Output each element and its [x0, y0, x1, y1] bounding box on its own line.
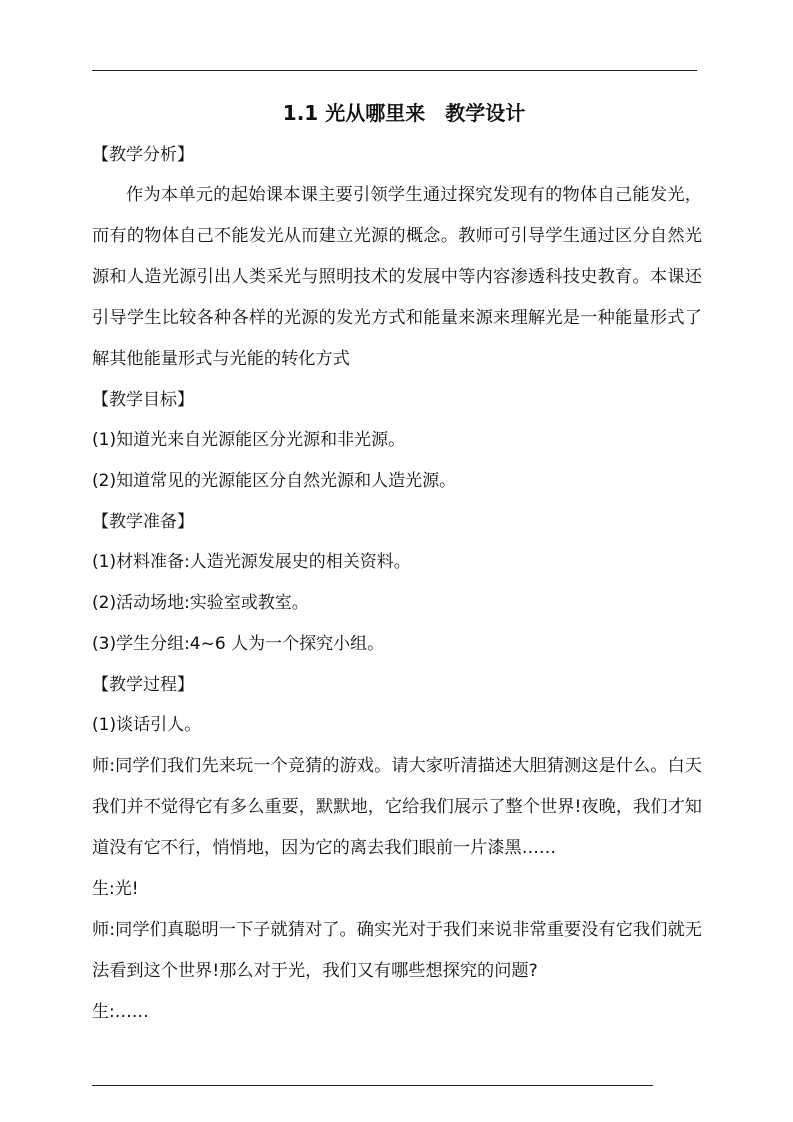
goal-item: (2)知道常见的光源能区分自然光源和人造光源。	[92, 471, 457, 491]
dialogue-teacher: 师:同学们我们先来玩一个竞猜的游戏。请大家听清描述大胆猜测这是什么。白天我们并不觉得它有多么重要，默默地，它给我们展示了整个世界!夜晚，我们才知道没有它不行，悄悄地，因为它的离去我们眼前一片漆黑……	[92, 756, 702, 858]
document-body	[92, 95, 702, 1033]
section-heading-process: 【教学过程】	[92, 675, 194, 695]
goal-item: (1)知道光来自光源能区分光源和非光源。	[92, 430, 406, 450]
footer-rule	[92, 1085, 653, 1086]
document-title: 1.1 光从哪里来 教学设计	[282, 101, 526, 125]
prep-item: (2)活动场地:实验室或教室。	[92, 593, 309, 613]
process-step: (1)谈话引人。	[92, 715, 202, 735]
section-heading-analysis: 【教学分析】	[92, 145, 194, 165]
section-heading-goals: 【教学目标】	[92, 390, 194, 410]
prep-item: (1)材料准备:人造光源发展史的相关资料。	[92, 552, 411, 572]
header-rule	[92, 70, 697, 71]
section-heading-prep: 【教学准备】	[92, 512, 194, 532]
prep-item: (3)学生分组:4~6 人为一个探究小组。	[92, 634, 385, 654]
analysis-paragraph: 作为本单元的起始课本课主要引领学生通过探究发现有的物体自己能发光，而有的物体自己不能发光从而建立光源的概念。教师可引导学生通过区分自然光源和人造光源引出人类采光与照明技术的发展中等内容渗透科技史教育。本课还引导学生比较各种各样的光源的发光方式和能量来源来理解光是一种能量形式了解其他能量形式与光能的转化方式	[92, 185, 702, 369]
dialogue-student: 生:光!	[92, 879, 139, 899]
dialogue-student: 生:……	[92, 1002, 149, 1022]
dialogue-teacher: 师:同学们真聪明一下子就猜对了。确实光对于我们来说非常重要没有它我们就无法看到这个世界!那么对于光，我们又有哪些想探究的问题?	[92, 920, 702, 981]
